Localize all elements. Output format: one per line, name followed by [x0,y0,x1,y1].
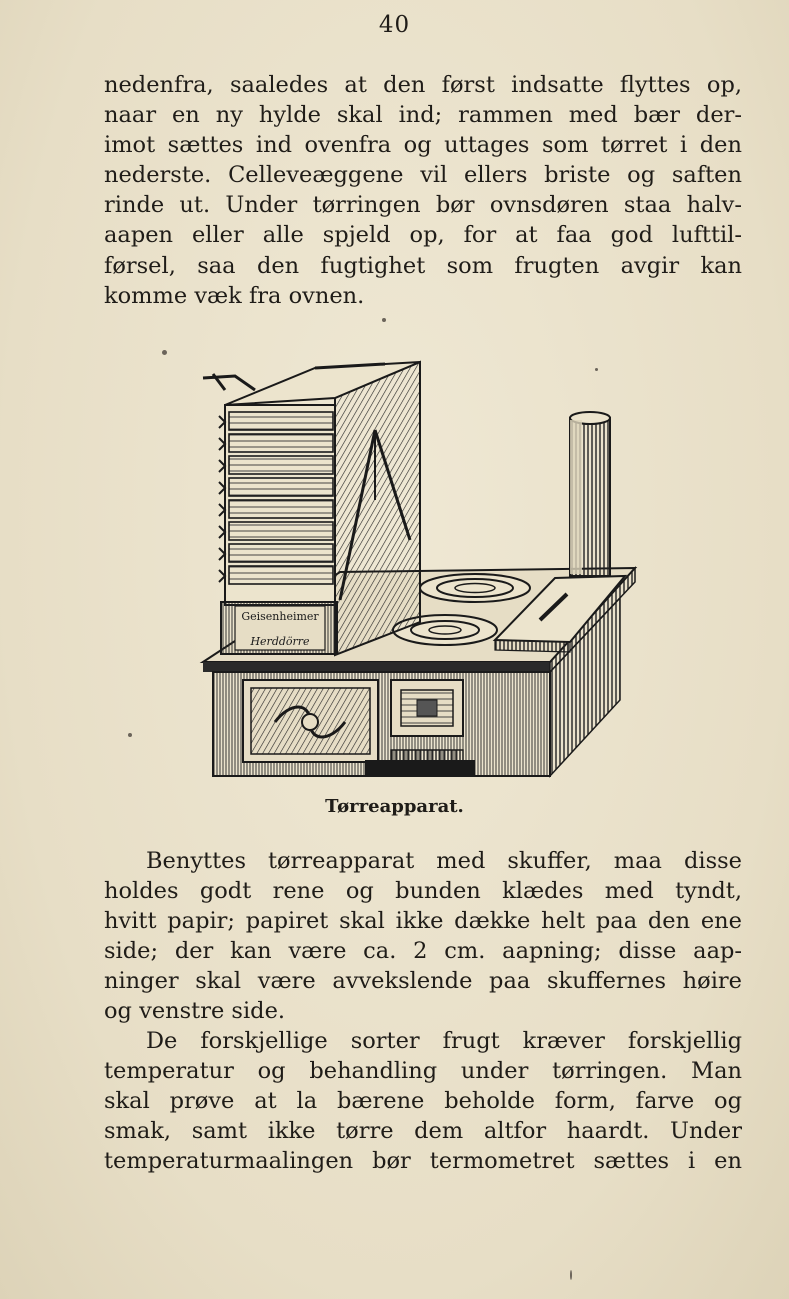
text-line: holdes godt rene og bunden klædes med tyndt, [104,878,742,905]
text-line: skal prøve at la bærene beholde form, farve og [104,1088,742,1115]
text-line: smak, samt ikke tørre dem altfor haardt. Under [104,1118,742,1145]
text-line: nedenfra, saaledes at den først indsatte flyttes op, [104,72,742,98]
paper-speck [382,318,386,322]
text-line: temperaturmaalingen bør termometret sættes i en [104,1148,742,1175]
text-line: imot sættes ind ovenfra og uttages som tørret i den [104,132,742,159]
text-line: og venstre side. [104,998,286,1025]
text-line: komme væk fra ovnen. [104,282,365,309]
paragraph-1 [104,70,742,311]
paper-speck [595,368,598,371]
paragraph-2 [104,846,742,1027]
text-line: førsel, saa den fugtighet som frugten avgir kan [104,252,742,279]
text-line: naar en ny hylde skal ind; rammen med bær der- [104,102,742,129]
paper-speck [128,733,132,737]
text-line: ninger skal være avvekslende paa skuffernes høire [104,968,742,995]
text-line: temperatur og behandling under tørringen. Man [104,1058,742,1085]
page-number: 40 [378,12,411,38]
paragraph-3 [104,1026,742,1176]
text-line: side; der kan være ca. 2 cm. aapning; disse aap- [104,938,742,965]
maker-label-1: Geisenheimer [241,610,319,623]
paper-speck [570,1270,572,1280]
text-line: rinde ut. Under tørringen bør ovnsdøren staa halv- [104,192,742,219]
drying-apparatus-illustration [195,350,645,790]
text-line: nederste. Celleveæggene vil ellers briste og saften [104,162,742,189]
maker-label-2: Herddörre [250,635,310,648]
text-line: De forskjellige sorter frugt kræver forskjellig [146,1028,742,1054]
text-line: Benyttes tørreapparat med skuffer, maa disse [146,848,742,874]
text-line: aapen eller alle spjeld op, for at faa god lufttil- [104,222,742,249]
paper-speck [162,350,167,355]
text-line: hvitt papir; papiret skal ikke dække helt paa den ene [104,908,742,935]
figure-caption: Tørreapparat. [325,796,464,817]
